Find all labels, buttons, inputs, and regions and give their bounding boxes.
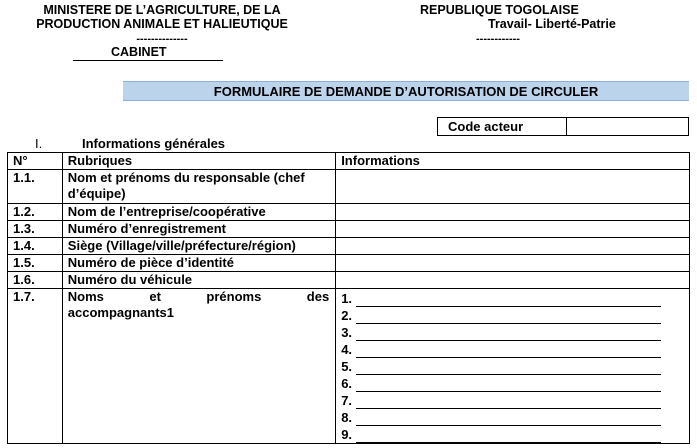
row-label xyxy=(62,289,335,444)
companion-line[interactable]: 5. xyxy=(341,358,689,375)
companion-input[interactable] xyxy=(356,397,661,409)
row-value-field[interactable] xyxy=(336,255,690,272)
info-table xyxy=(7,152,690,444)
row-label: Numéro d’enregistrement xyxy=(62,221,335,238)
row-label: Numéro du véhicule xyxy=(62,272,335,289)
code-acteur-label: Code acteur xyxy=(438,118,567,135)
ministry-name-line2: PRODUCTION ANIMALE ET HALIEUTIQUE xyxy=(36,17,288,31)
republic-motto: Travail- Liberté-Patrie xyxy=(488,17,616,31)
cabinet-label: CABINET xyxy=(73,45,223,61)
companion-input[interactable] xyxy=(356,329,661,341)
table-row xyxy=(8,221,690,238)
header-number: N° xyxy=(8,153,63,170)
row-value-field[interactable] xyxy=(336,204,690,221)
row-value-field[interactable] xyxy=(336,170,690,204)
ministry-name-line1: MINISTERE DE L’AGRICULTURE, DE LA xyxy=(43,3,281,17)
row-label: Numéro de pièce d’identité xyxy=(62,255,335,272)
table-header-row xyxy=(8,153,690,170)
companions-list xyxy=(336,289,690,444)
form-title: FORMULAIRE DE DEMANDE D’AUTORISATION DE CIRCULER xyxy=(123,81,689,101)
companion-input[interactable] xyxy=(356,295,661,307)
row-number: 1.2. xyxy=(8,204,63,221)
companions-label-line1: Noms et prénoms des xyxy=(67,289,330,304)
table-row xyxy=(8,204,690,221)
row-value-field[interactable] xyxy=(336,238,690,255)
row-number: 1.4. xyxy=(8,238,63,255)
table-row xyxy=(8,255,690,272)
companion-line[interactable]: 4. xyxy=(341,341,689,358)
table-row xyxy=(8,272,690,289)
republic-header xyxy=(380,3,680,44)
companion-line[interactable]: 6. xyxy=(341,375,689,392)
row-number: 1.6. xyxy=(8,272,63,289)
table-row xyxy=(8,238,690,255)
section-heading xyxy=(12,136,225,151)
republic-separator: ------------ xyxy=(476,33,520,45)
section-title: Informations générales xyxy=(82,136,226,151)
companion-input[interactable] xyxy=(356,414,661,426)
header-informations: Informations xyxy=(336,153,690,170)
row-number: 1.7. xyxy=(8,289,63,444)
header-rubriques: Rubriques xyxy=(62,153,335,170)
companion-line[interactable]: 8. xyxy=(341,409,689,426)
companion-input[interactable] xyxy=(356,363,661,375)
companion-line[interactable]: 9. xyxy=(341,426,689,443)
ministry-header xyxy=(12,3,312,61)
ministry-separator: -------------- xyxy=(136,33,188,45)
companion-input[interactable] xyxy=(356,380,661,392)
companion-line[interactable]: 7. xyxy=(341,392,689,409)
republic-name: REPUBLIQUE TOGOLAISE xyxy=(420,3,579,17)
code-acteur-field[interactable] xyxy=(567,118,688,135)
companion-line[interactable]: 2. xyxy=(341,307,689,324)
section-number: I. xyxy=(35,136,43,151)
row-label: Siège (Village/ville/préfecture/région) xyxy=(62,238,335,255)
row-number: 1.5. xyxy=(8,255,63,272)
row-value-field[interactable] xyxy=(336,272,690,289)
companion-input[interactable] xyxy=(356,431,661,443)
code-acteur-box xyxy=(437,117,689,136)
row-value-field[interactable] xyxy=(336,221,690,238)
companions-label-line2: accompagnants1 xyxy=(67,305,174,320)
row-label: Nom et prénoms du responsable (chef d’équipe) xyxy=(62,170,335,204)
companion-input[interactable] xyxy=(356,346,661,358)
row-number: 1.1. xyxy=(8,170,63,204)
table-row xyxy=(8,289,690,444)
companion-line[interactable]: 1. xyxy=(341,290,689,307)
companion-line[interactable]: 3. xyxy=(341,324,689,341)
companion-input[interactable] xyxy=(356,312,661,324)
row-number: 1.3. xyxy=(8,221,63,238)
table-row xyxy=(8,170,690,204)
row-label: Nom de l’entreprise/coopérative xyxy=(62,204,335,221)
